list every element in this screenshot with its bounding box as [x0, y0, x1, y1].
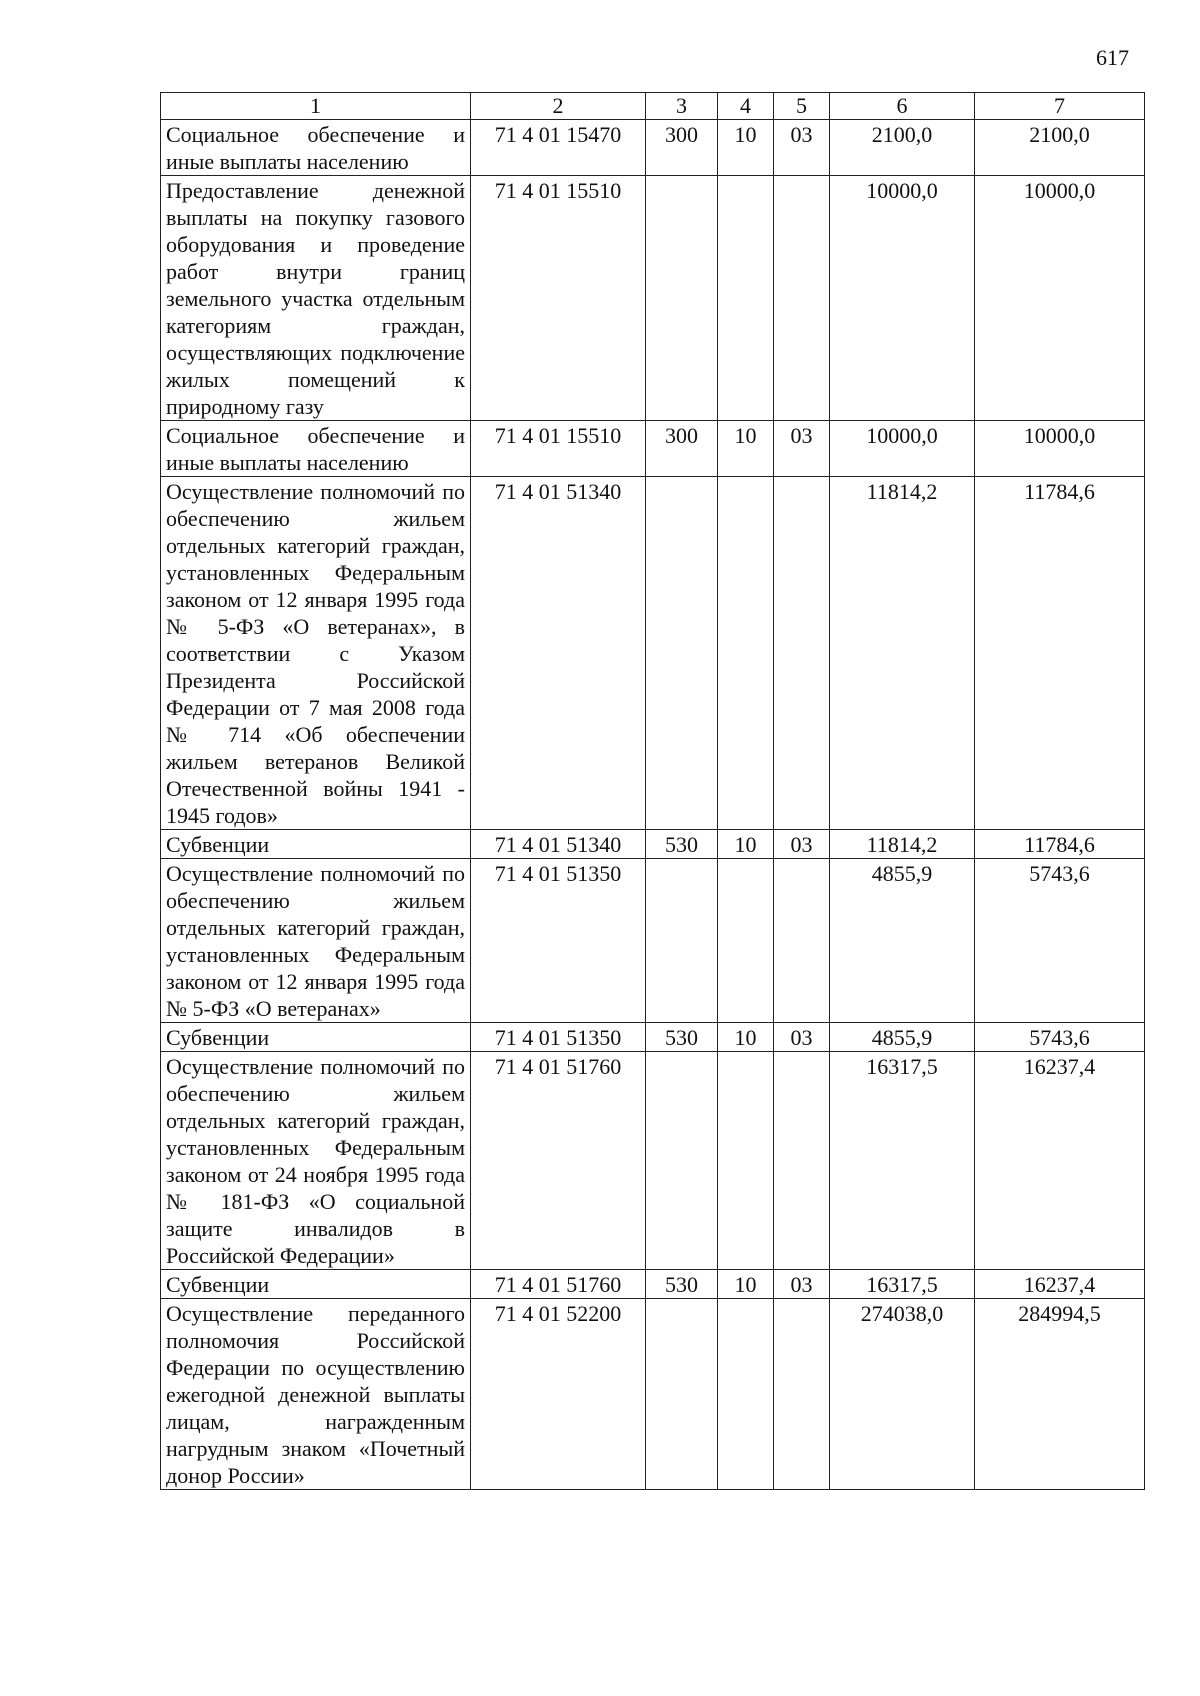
table-body: [161, 120, 1145, 1490]
table-row: [161, 176, 1145, 421]
table-header-row: [161, 93, 1145, 120]
budget-code-cell: 71 4 01 51350: [471, 1023, 646, 1052]
amount-year1-cell: 274038,0: [830, 1299, 975, 1490]
column-header: 4: [718, 93, 774, 120]
section-cell: [718, 859, 774, 1023]
expense-type-cell: [646, 1299, 718, 1490]
column-header: 7: [975, 93, 1145, 120]
budget-table: [160, 92, 1145, 1490]
subsection-cell: [774, 859, 830, 1023]
budget-code-cell: 71 4 01 51760: [471, 1052, 646, 1270]
expense-type-cell: 530: [646, 1270, 718, 1299]
item-name-cell: Предоставление денежной выплаты на покупку газового оборудования и проведение работ внутри границ земельного участка отдельным категориям граждан, осуществляющих подключение жилых помещений к природному газу: [161, 176, 471, 421]
table-row: [161, 120, 1145, 176]
amount-year2-cell: 10000,0: [975, 421, 1145, 477]
subsection-cell: 03: [774, 1270, 830, 1299]
subsection-cell: 03: [774, 830, 830, 859]
column-header: 2: [471, 93, 646, 120]
expense-type-cell: 300: [646, 421, 718, 477]
amount-year1-cell: 10000,0: [830, 176, 975, 421]
budget-code-cell: 71 4 01 15470: [471, 120, 646, 176]
amount-year1-cell: 11814,2: [830, 477, 975, 830]
expense-type-cell: [646, 176, 718, 421]
subsection-cell: [774, 1299, 830, 1490]
column-header: 3: [646, 93, 718, 120]
item-name-cell: Осуществление полномочий по обеспечению жильем отдельных категорий граждан, установленных Федеральным законом от 12 января 1995 года № 5-ФЗ «О ветеранах»: [161, 859, 471, 1023]
section-cell: 10: [718, 421, 774, 477]
section-cell: 10: [718, 120, 774, 176]
amount-year1-cell: 11814,2: [830, 830, 975, 859]
section-cell: [718, 176, 774, 421]
amount-year2-cell: 2100,0: [975, 120, 1145, 176]
expense-type-cell: [646, 1052, 718, 1270]
table-row: [161, 421, 1145, 477]
amount-year1-cell: 16317,5: [830, 1052, 975, 1270]
amount-year2-cell: 5743,6: [975, 859, 1145, 1023]
item-name-cell: Социальное обеспечение и иные выплаты населению: [161, 421, 471, 477]
item-name-cell: Социальное обеспечение и иные выплаты населению: [161, 120, 471, 176]
subsection-cell: [774, 176, 830, 421]
table-row: [161, 1052, 1145, 1270]
table-row: [161, 859, 1145, 1023]
subsection-cell: [774, 477, 830, 830]
amount-year2-cell: 16237,4: [975, 1052, 1145, 1270]
item-name-cell: Осуществление полномочий по обеспечению жильем отдельных категорий граждан, установленных Федеральным законом от 12 января 1995 года № 5-ФЗ «О ветеранах», в соответствии с Указом Президента Российской Федерации от 7 мая 2008 года № 714 «Об обеспечении жильем ветеранов Великой Отечественной войны 1941 - 1945 годов»: [161, 477, 471, 830]
expense-type-cell: [646, 477, 718, 830]
amount-year2-cell: 11784,6: [975, 477, 1145, 830]
budget-code-cell: 71 4 01 15510: [471, 176, 646, 421]
amount-year1-cell: 16317,5: [830, 1270, 975, 1299]
amount-year2-cell: 11784,6: [975, 830, 1145, 859]
item-name-cell: Субвенции: [161, 1023, 471, 1052]
expense-type-cell: [646, 859, 718, 1023]
item-name-cell: Субвенции: [161, 1270, 471, 1299]
column-header: 6: [830, 93, 975, 120]
budget-code-cell: 71 4 01 51340: [471, 477, 646, 830]
amount-year1-cell: 10000,0: [830, 421, 975, 477]
budget-code-cell: 71 4 01 51340: [471, 830, 646, 859]
table-row: [161, 830, 1145, 859]
section-cell: [718, 477, 774, 830]
budget-code-cell: 71 4 01 51760: [471, 1270, 646, 1299]
amount-year2-cell: 10000,0: [975, 176, 1145, 421]
amount-year1-cell: 4855,9: [830, 1023, 975, 1052]
amount-year1-cell: 4855,9: [830, 859, 975, 1023]
expense-type-cell: 300: [646, 120, 718, 176]
subsection-cell: 03: [774, 421, 830, 477]
table-row: [161, 477, 1145, 830]
item-name-cell: Субвенции: [161, 830, 471, 859]
table-row: [161, 1023, 1145, 1052]
column-header: 1: [161, 93, 471, 120]
subsection-cell: 03: [774, 120, 830, 176]
section-cell: 10: [718, 1023, 774, 1052]
item-name-cell: Осуществление полномочий по обеспечению жильем отдельных категорий граждан, установленных Федеральным законом от 24 ноября 1995 года № 181-ФЗ «О социальной защите инвалидов в Российской Федерации»: [161, 1052, 471, 1270]
budget-code-cell: 71 4 01 52200: [471, 1299, 646, 1490]
item-name-cell: Осуществление переданного полномочия Российской Федерации по осуществлению ежегодной денежной выплаты лицам, награжденным нагрудным знаком «Почетный донор России»: [161, 1299, 471, 1490]
table-row: [161, 1270, 1145, 1299]
page-number: 617: [1096, 45, 1129, 70]
table-row: [161, 1299, 1145, 1490]
amount-year2-cell: 5743,6: [975, 1023, 1145, 1052]
amount-year2-cell: 16237,4: [975, 1270, 1145, 1299]
section-cell: [718, 1299, 774, 1490]
expense-type-cell: 530: [646, 830, 718, 859]
budget-code-cell: 71 4 01 15510: [471, 421, 646, 477]
expense-type-cell: 530: [646, 1023, 718, 1052]
amount-year2-cell: 284994,5: [975, 1299, 1145, 1490]
subsection-cell: [774, 1052, 830, 1270]
column-header: 5: [774, 93, 830, 120]
section-cell: 10: [718, 830, 774, 859]
subsection-cell: 03: [774, 1023, 830, 1052]
amount-year1-cell: 2100,0: [830, 120, 975, 176]
section-cell: 10: [718, 1270, 774, 1299]
budget-code-cell: 71 4 01 51350: [471, 859, 646, 1023]
section-cell: [718, 1052, 774, 1270]
